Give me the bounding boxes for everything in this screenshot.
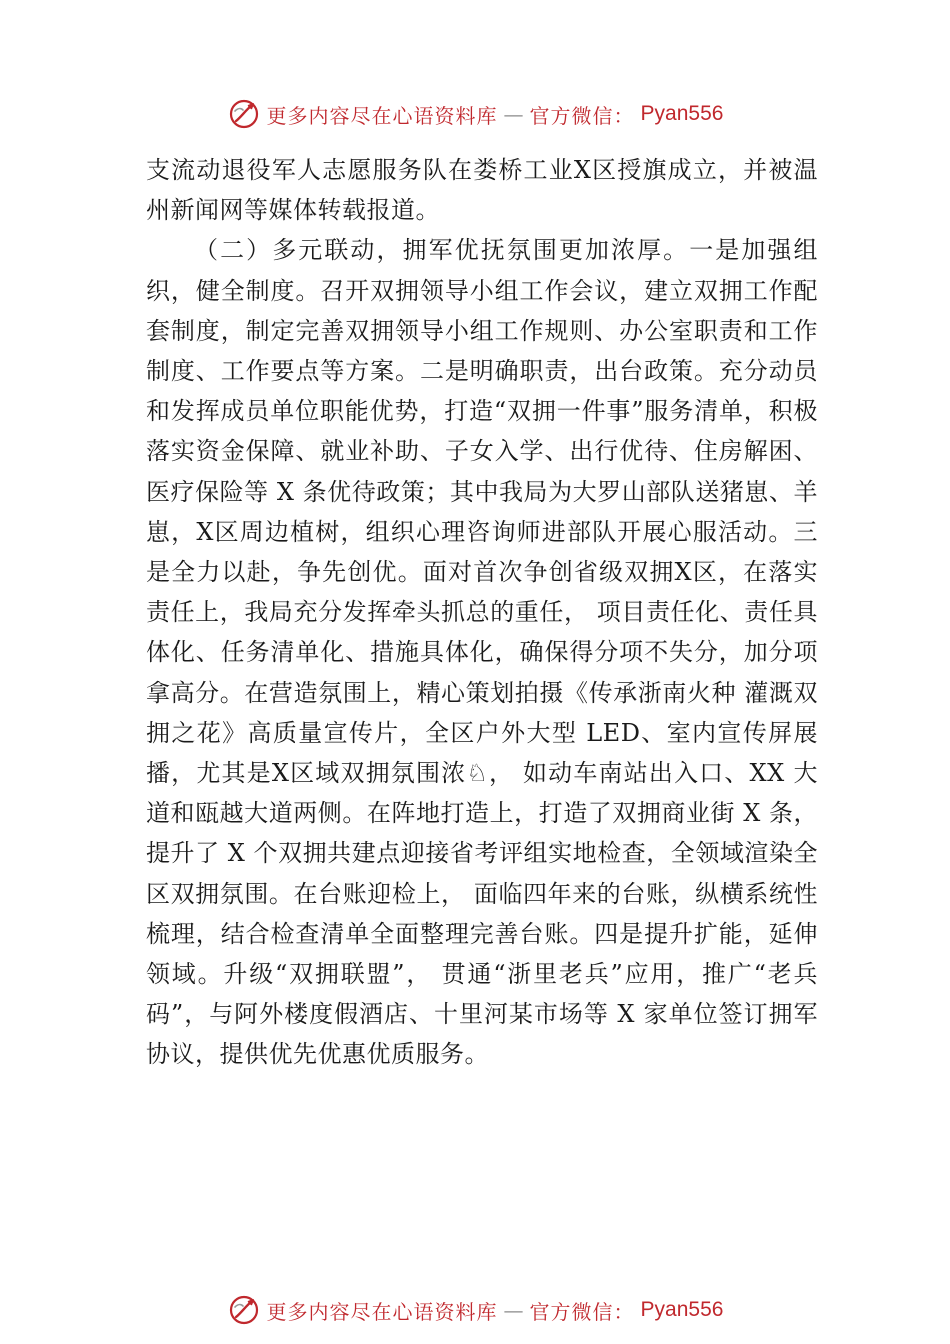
paragraph-section-two: （二）多元联动，拥军优抚氛围更加浓厚。一是加强组织，健全制度。召开双拥领导小组工作会议，建立双拥工作配套制度，制定完善双拥领导小组工作规则、办公室职责和工作制度、工作要点等方案。二是明确职责，出台政策。充分动员和发挥成员单位职能优势，打造“双拥一件事”服务清单，积极落实资金保障、就业补助、子女入学、出行优待、住房解困、医疗保险等 X 条优待政策；其中我局为大罗山部队送猪崽、羊崽，X区周边植树，组织心理咨询师进部队开展心服活动。三是全力以赴，争先创优。面对首次争创省级双拥X区，在落实责任上，我局充分发挥牵头抓总的重任， 项目责任化、责任具体化、任务清单化、措施具体化，确保得分项不失分，加分项拿高分。在营造氛围上，精心策划拍摄《传承浙南火种 灌溉双拥之花》高质量宣传片，全区户外大型 LED、室内宣传屏展播，尤其是X区域双拥氛围浓♘， 如动车南站出入口、XX 大道和瓯越大道两侧。在阵地打造上，打造了双拥商业街 X 条，提升了 X 个双拥共建点迎接省考评组实地检查，全领域渲染全区双拥氛围。在台账迎检上， 面临四年来的台账，纵横系统性梳理，结合检查清单全面整理完善台账。四是提升扩能，延伸领域。升级“双拥联盟”， 贯通“浙里老兵”应用，推广“老兵码”，与阿外楼度假酒店、十里河某市场等 X 家单位签订拥军协议，提供优先优惠优质服务。	[146, 236, 818, 1069]
paragraph-continuation: 支流动退役军人志愿服务队在娄桥工业X区授旗成立，并被温州新闻网等媒体转载报道。	[146, 156, 818, 225]
document-body	[146, 150, 818, 1075]
brand-logo-icon	[227, 97, 261, 131]
watermark-label: 官方微信：	[529, 1299, 635, 1324]
watermark-separator: —	[503, 1298, 524, 1322]
watermark-account: Pyan556	[640, 1298, 724, 1321]
footer-watermark	[0, 1290, 950, 1330]
header-watermark	[0, 94, 950, 134]
watermark-label: 官方微信：	[529, 103, 635, 128]
watermark-text: 更多内容尽在心语资料库	[266, 1299, 498, 1324]
watermark-separator: —	[503, 102, 524, 126]
brand-logo-icon	[227, 1293, 261, 1327]
watermark-text: 更多内容尽在心语资料库	[266, 103, 498, 128]
watermark-account: Pyan556	[640, 102, 724, 125]
